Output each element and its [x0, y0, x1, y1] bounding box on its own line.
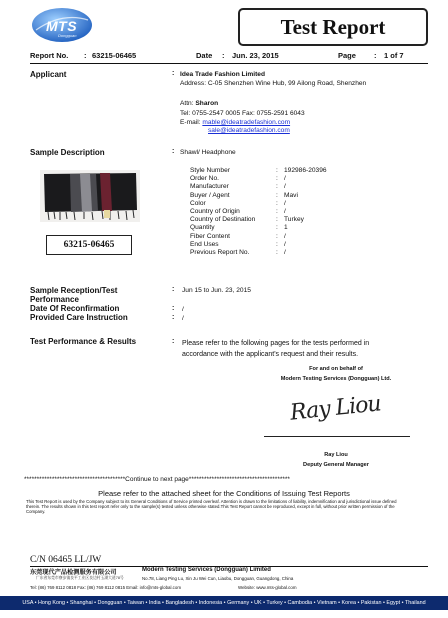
signer-name: Ray Liou: [324, 452, 348, 458]
applicant-tel-fax: Tel: 0755-2547 0005 Fax: 0755-2591 6043: [180, 110, 305, 117]
spec-value: /: [284, 232, 286, 240]
page-label: Page: [338, 51, 356, 60]
reception-label: [30, 286, 117, 304]
contact-line: Tel: (86) 769 8112 0818 Fax: (86) 769 8112 0815 Email: info@mts-global.com: [30, 585, 181, 590]
report-no-colon: :: [84, 51, 87, 60]
spec-value: /: [284, 208, 286, 216]
spec-value: /: [284, 249, 286, 257]
applicant-address: Address: C-05 Shenzhen Wine Hub, 99 Ailong Road, Shenzhen: [180, 80, 367, 87]
english-company-name: Modern Testing Services (Dongguan) Limited: [142, 567, 271, 573]
spec-value: /: [284, 175, 286, 183]
reconfirmation-label: Date Of Reconfirmation: [30, 304, 120, 313]
sample-photo-image: [40, 170, 140, 222]
date-value: Jun. 23, 2015: [232, 51, 279, 60]
spec-key: Color: [190, 199, 206, 207]
page-value: 1 of 7: [384, 51, 404, 60]
results-line1: Please refer to the following pages for the tests performed in: [182, 340, 370, 347]
email-link-2[interactable]: sale@ideatradefashion.com: [208, 127, 290, 134]
sample-colon: :: [172, 148, 175, 155]
spec-key: Quantity: [190, 224, 215, 232]
english-address: No.78, Liang Ping Lu, Xin Ju Wei Cun, Liaobu, Dongguan, Guangdong, China: [142, 576, 294, 581]
chinese-address: 广东省东莞市寮步镇良平工业区良边村玉湖大道78号: [36, 576, 124, 580]
signature-line: [264, 436, 410, 437]
reconfirmation-colon: :: [172, 305, 175, 312]
spec-value: /: [284, 199, 286, 207]
spec-key: Country of Origin: [190, 208, 240, 216]
handwritten-reference: C/N 06465 LL/JW: [30, 555, 102, 565]
reception-label-line1: Sample Reception/Test: [30, 286, 118, 295]
date-colon: :: [222, 51, 225, 60]
spec-value: /: [284, 183, 286, 191]
date-label: Date: [196, 51, 213, 60]
mts-logo: [30, 6, 94, 44]
spec-value: 1: [284, 224, 288, 232]
signer-title: Deputy General Manager: [303, 462, 369, 468]
report-no-value: 63215-06465: [92, 51, 137, 60]
website-line: Website: www.mts-global.com: [238, 585, 297, 590]
email-label: E-mail:: [180, 119, 201, 126]
spec-value: Mavi: [284, 191, 298, 199]
sample-description-value: Shawl/ Headphone: [180, 149, 236, 156]
on-behalf-line: For and on behalf of: [309, 366, 363, 372]
spec-key: Country of Destination: [190, 216, 256, 224]
spec-values: [284, 167, 327, 257]
report-title: Test Report: [280, 14, 386, 39]
spec-keys: [190, 167, 280, 257]
logo-subtext: Dongguan: [58, 33, 77, 38]
spec-key: Buyer / Agent: [190, 191, 230, 199]
report-no-label: Report No.: [30, 51, 69, 60]
spec-key: End Uses: [190, 240, 219, 248]
reception-value: Jun 15 to Jun. 23, 2015: [182, 287, 251, 294]
email-link-1[interactable]: mable@ideatradefashion.com: [202, 119, 291, 126]
spec-key: Style Number: [190, 167, 230, 174]
continue-line: ****************************************Continue to next page****************************************: [24, 476, 290, 483]
disclaimer-line2: therein. The results shown in this test report refer only to the sample(s) tested unless otherwise stated.This Test Report cannot be reproduced, except in full, without prior written permission of the: [26, 504, 395, 509]
spec-key: Previous Report No.: [190, 249, 250, 257]
page-colon: :: [374, 51, 377, 60]
sample-code-box: 63215-06465: [46, 235, 132, 255]
spec-colons: : : : : : : : : : : :: [276, 167, 278, 257]
spec-key: Order No.: [190, 175, 219, 183]
results-label: Test Performance & Results: [30, 337, 137, 346]
reconfirmation-value: /: [182, 306, 184, 313]
signing-company: Modern Testing Services (Dongguan) Ltd.: [280, 376, 392, 382]
disclaimer-line3: Company.: [26, 509, 46, 514]
care-instruction-value: /: [182, 315, 184, 322]
handwritten-signature: Ray Liou: [288, 391, 382, 426]
applicant-attn: [180, 100, 218, 108]
spec-value: Turkey: [284, 216, 304, 224]
sample-description-label: Sample Description: [30, 148, 105, 157]
applicant-company: Idea Trade Fashion Limited: [180, 71, 266, 78]
applicant-label: Applicant: [30, 70, 67, 79]
conditions-note: Please refer to the attached sheet for the Conditions of Issuing Test Reports: [98, 489, 350, 498]
disclaimer-line1: This Test Report is used by the Company subject to its General Conditions of Service printed overleaf. Attention is drawn to the limitations of liability, indemnification and jurisdictional issue defined: [26, 499, 397, 504]
spec-value: 192986-20396: [284, 167, 327, 174]
results-text: [182, 338, 369, 360]
results-colon: :: [172, 338, 175, 345]
care-instruction-label: Provided Care Instruction: [30, 313, 128, 322]
attn-label: Attn:: [180, 100, 194, 107]
reception-colon: :: [172, 286, 175, 293]
logo-text: MTS: [46, 18, 78, 34]
country-bar: [0, 596, 448, 610]
spec-value: /: [284, 240, 286, 248]
country-list: USA • Hong Kong • Shanghai • Dongguan • Taiwan • India • Bangladesh • Indonesia • Germany • UK • Turkey • Cambodia • Vietnam • Korea • Pakistan • Egypt • Thailand: [22, 600, 426, 606]
care-instruction-colon: :: [172, 314, 175, 321]
results-line2: accordance with the applicant's request and their results.: [182, 351, 359, 358]
chinese-company-name: 东莞现代产品检测服务有限公司: [30, 569, 117, 576]
spec-key: Fiber Content: [190, 232, 230, 240]
attn-name: Sharon: [195, 100, 219, 107]
applicant-colon: :: [172, 70, 175, 77]
reception-label-line2: Performance: [30, 295, 79, 304]
report-title-box: [238, 8, 428, 46]
spec-key: Manufacturer: [190, 183, 229, 191]
header-rule: [30, 63, 428, 64]
